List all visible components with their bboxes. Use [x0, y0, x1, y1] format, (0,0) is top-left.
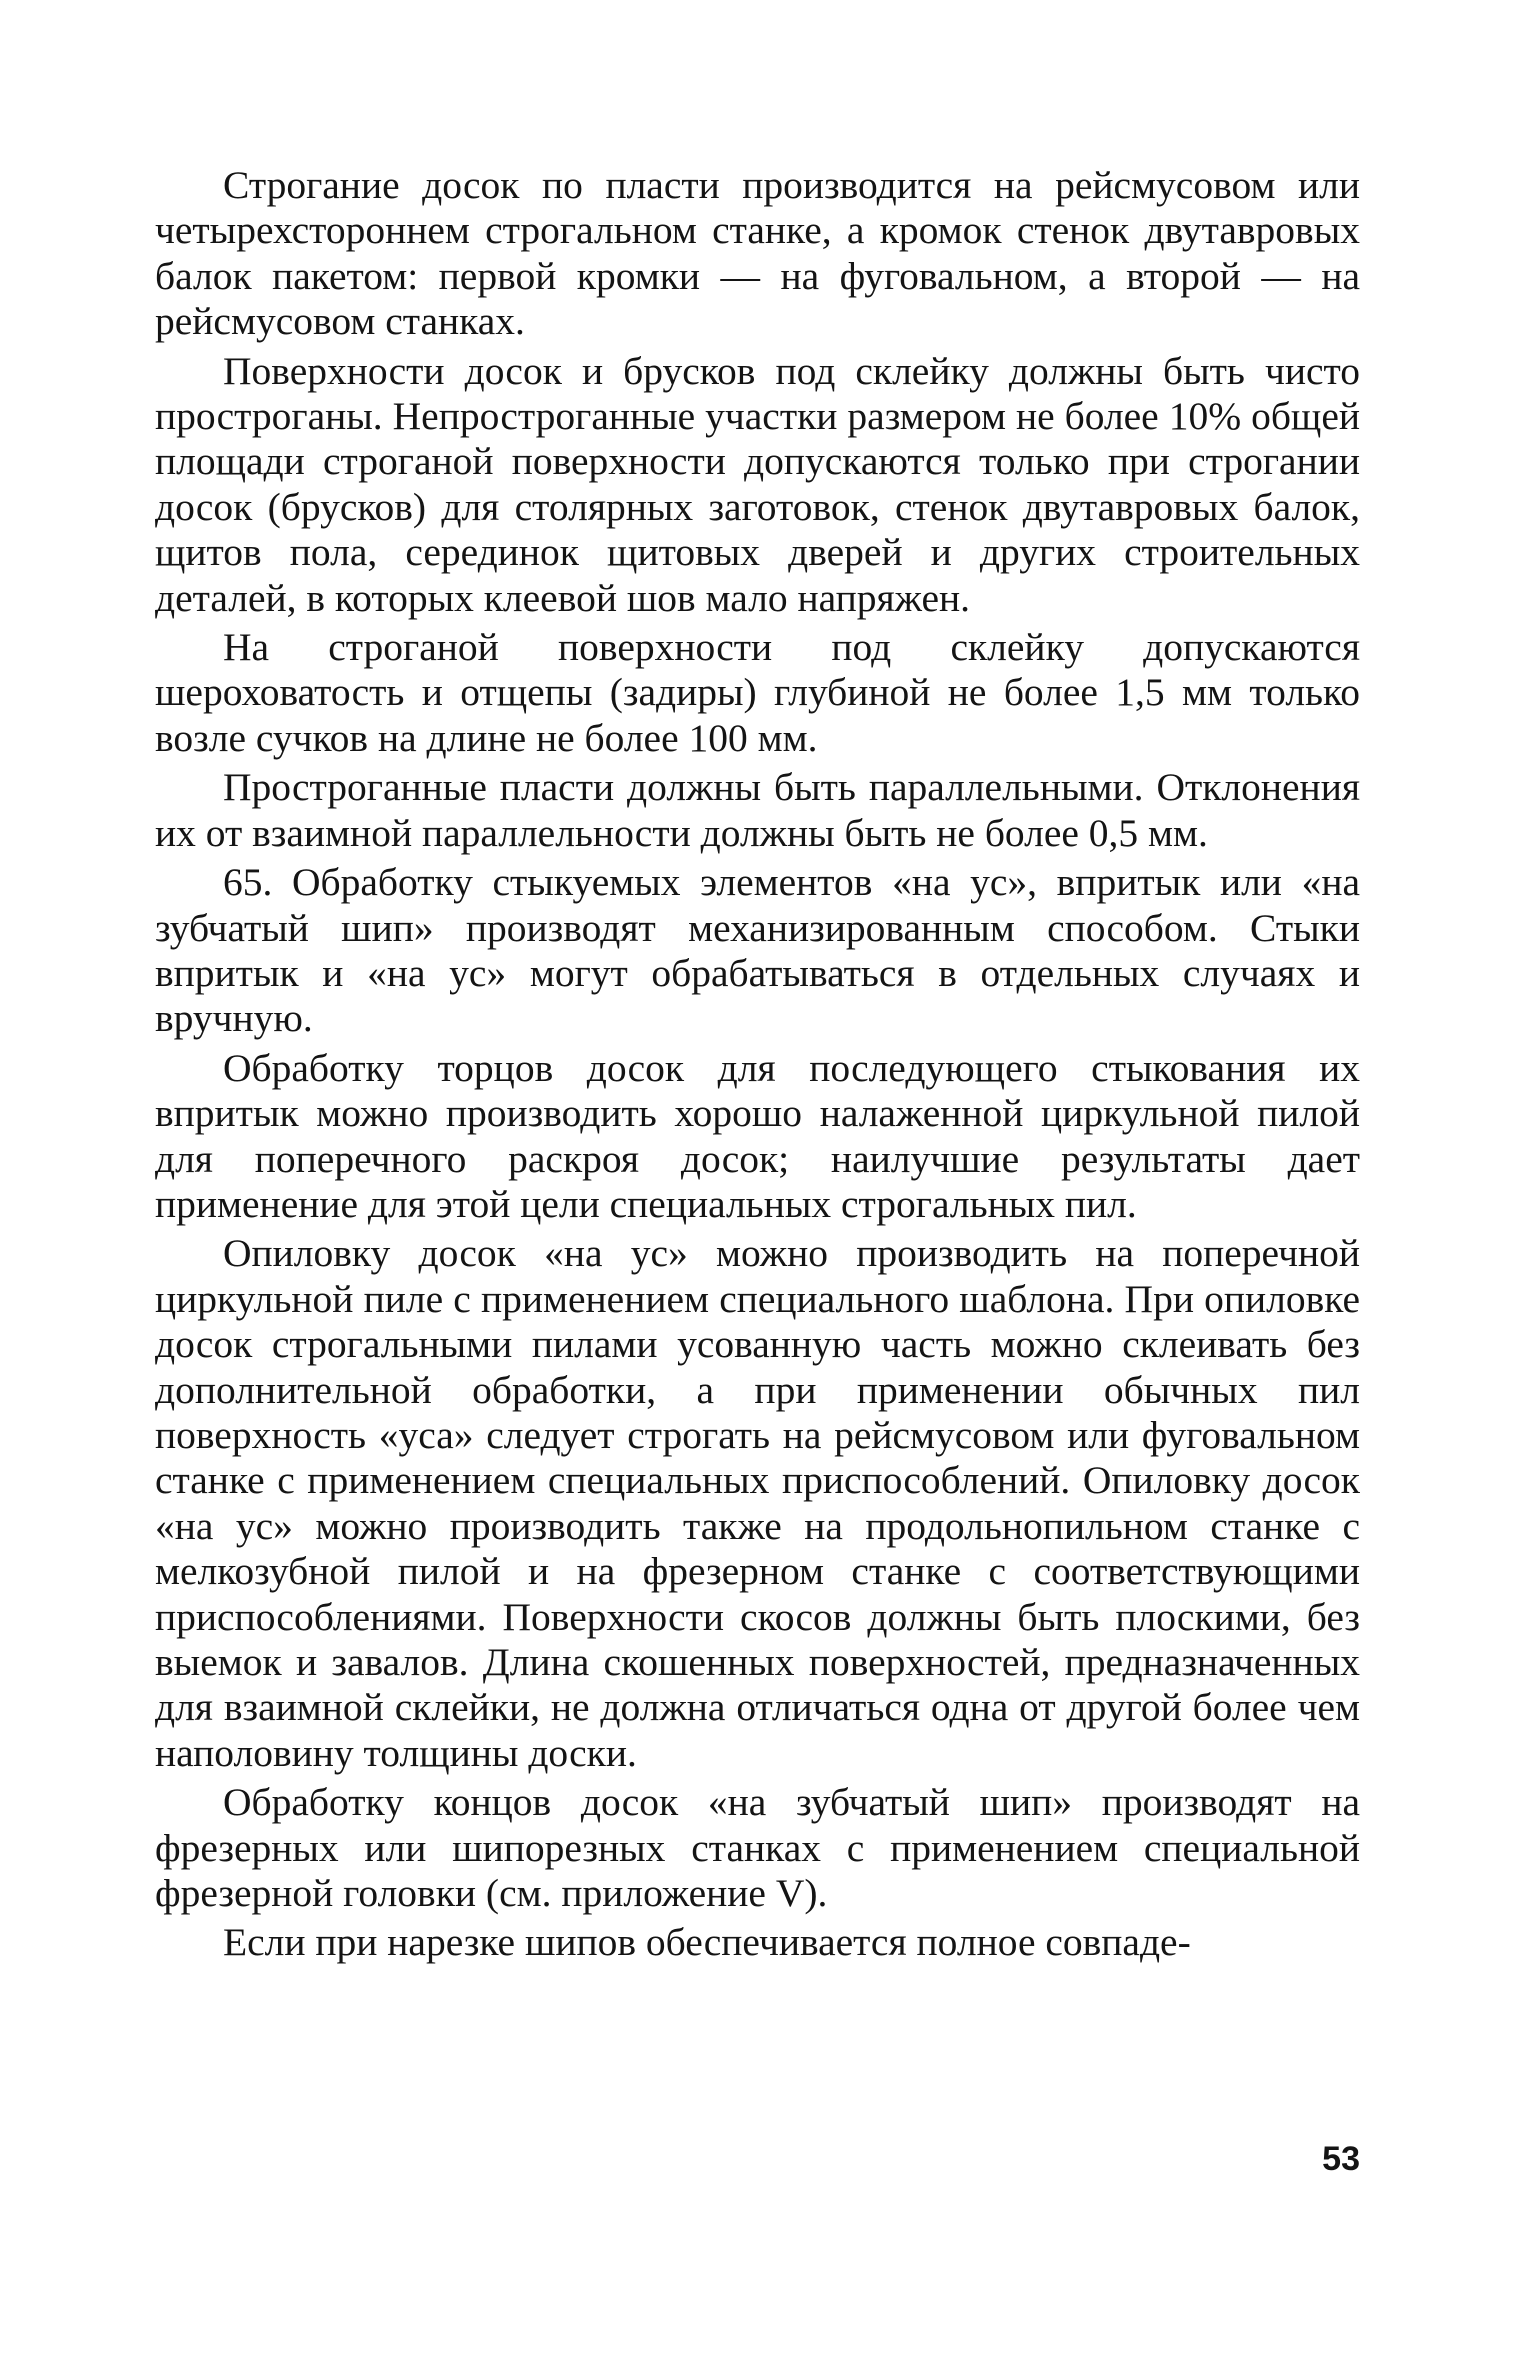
paragraph-end-processing: Обработку торцов досок для последующего стыкования их впритык можно производить хорошо налаженной циркульной пилой для поперечного раскроя досок; наилучшие результаты дает применение для этой цели специальных строгальных пил. — [155, 1045, 1360, 1226]
paragraph-item-65: 65. Обработку стыкуемых элементов «на ус», впритык или «на зубчатый шип» производят механизированным способом. Стыки впритык и «на ус» могут обрабатываться в отдельных случаях и вручную. — [155, 860, 1360, 1041]
page-body — [155, 163, 1360, 1970]
paragraph-parallelism: Прострoганные пласти должны быть параллельными. Отклонения их от взаимной параллельности должны быть не более 0,5 мм. — [155, 765, 1360, 855]
page-number: 53 — [1322, 2140, 1360, 2178]
paragraph-scarf-sawing: Опиловку досок «на ус» можно производить на поперечной циркульной пиле с применением специального шаблона. При опиловке досок строгальными пилами усованную часть можно склеивать без дополнительной обработки, а при применении обычных пил поверхность «уса» следует строгать на рейсмусовом или фуговальном станке с применением специальных приспособлений. Опиловку досок «на ус» можно производить также на продольнопильном станке с мелкозубной пилой и на фрезерном станке с соответствующими приспособлениями. Поверхности скосов должны быть плоскими, без выемок и завалов. Длина скошенных поверхностей, предназначенных для взаимной склейки, не должна отличаться одна от другой более чем наполовину толщины доски. — [155, 1231, 1360, 1775]
paragraph-roughness-tolerance: На строганой поверхности под склейку допускаются шероховатость и отщепы (задиры) глубиной не более 1,5 мм только возле сучков на длине не более 100 мм. — [155, 625, 1360, 760]
paragraph-continued: Если при нарезке шипов обеспечивается полное совпаде- — [223, 1920, 1191, 1965]
paragraph-surface-requirements: Поверхности досок и брусков под склейку должны быть чисто прострoганы. Непрострoганные участки размером не более 10% общей площади строганой поверхности допускаются только при строгании досок (брусков) для столярных заготовок, стенок двутавровых балок, щитов пола, серединок щитовых дверей и других строительных деталей, в которых клеевой шов мало напряжен. — [155, 348, 1360, 620]
paragraph-finger-joint: Обработку концов досок «на зубчатый шип» производят на фрезерных или шипорезных станках с применением специальной фрезерной головки (см. приложение V). — [155, 1780, 1360, 1916]
paragraph-planing-boards: Строгание досок по пласти производится на рейсмусовом или четырехстороннем строгальном станке, а кромок стенок двутавровых балок пакетом: первой кромки — на фуговальном, а второй — на рейсмусовом станках. — [155, 163, 1360, 344]
